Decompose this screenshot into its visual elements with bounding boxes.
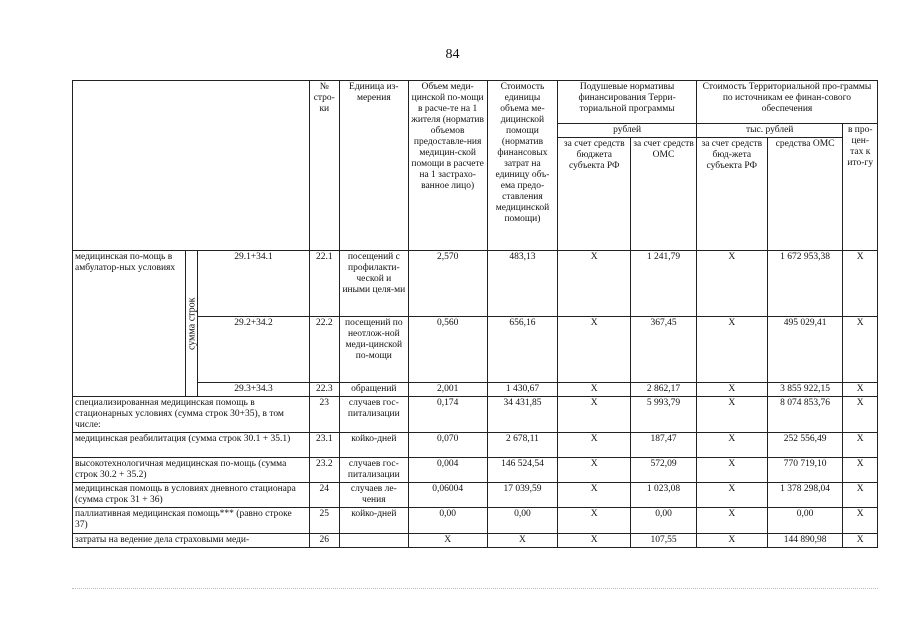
table-row	[73, 458, 878, 483]
table-row	[73, 483, 878, 508]
unit-cell: обращений	[339, 383, 408, 397]
budget-cell: X	[558, 483, 631, 508]
row-label: затраты на ведение дела страховыми меди-	[73, 534, 310, 548]
header-percapita: Подушевые нормативы финансирования Терри-ториальной программы	[558, 81, 697, 124]
header-percapita-unit: рублей	[558, 124, 697, 138]
prog-oms-cell: 495 029,41	[767, 317, 843, 383]
volume-cell: 2,001	[408, 383, 487, 397]
oms-cell: 107,55	[631, 534, 697, 548]
prog-budget-cell: X	[696, 483, 767, 508]
row-number: 22.2	[309, 317, 339, 383]
row-label: медицинская реабилитация (сумма строк 30.1 + 35.1)	[73, 433, 310, 458]
oms-cell: 187,47	[631, 433, 697, 458]
oms-cell: 5 993,79	[631, 397, 697, 433]
budget-cell: X	[558, 508, 631, 534]
prog-budget-cell: X	[696, 317, 767, 383]
budget-cell: X	[558, 383, 631, 397]
cost-cell: 656,16	[487, 317, 558, 383]
page-number: 84	[445, 47, 460, 62]
prog-oms-cell: 8 074 853,76	[767, 397, 843, 433]
volume-cell: 2,570	[408, 251, 487, 317]
percent-cell: X	[843, 317, 878, 383]
table-row	[73, 397, 878, 433]
percent-cell: X	[843, 508, 878, 534]
percent-cell: X	[843, 534, 878, 548]
ambulatory-label: медицинская по-мощь в амбулатор-ных условиях	[73, 251, 186, 397]
unit-cell: случаев гос-питализации	[339, 397, 408, 433]
row-number: 23	[309, 397, 339, 433]
oms-cell: 572,09	[631, 458, 697, 483]
header-prog-budget: за счет средств бюд-жета субъекта РФ	[696, 138, 767, 251]
source-rows: 29.3+34.3	[198, 383, 309, 397]
budget-cell: X	[558, 317, 631, 383]
cost-cell: 0,00	[487, 508, 558, 534]
table-row	[73, 534, 878, 548]
page-bottom-divider	[72, 588, 878, 590]
row-label: специализированная медицинская помощь в стационарных условиях (сумма строк 30+35), в том числе:	[73, 397, 310, 433]
unit-cell: посещений по неотлож-ной меди-цинской по-мощи	[339, 317, 408, 383]
norms-table	[72, 80, 878, 548]
table-row	[73, 251, 878, 317]
sum-rows-label: сумма строк	[186, 251, 198, 397]
unit-cell: случаев гос-питализации	[339, 458, 408, 483]
unit-cell: койко-дней	[339, 508, 408, 534]
prog-oms-cell: 1 672 953,38	[767, 251, 843, 317]
header-program-unit: тыс. рублей	[696, 124, 843, 138]
volume-cell: 0,06004	[408, 483, 487, 508]
unit-cell: посещений с профилакти-ческой и иными целя-ми	[339, 251, 408, 317]
percent-cell: X	[843, 433, 878, 458]
prog-budget-cell: X	[696, 383, 767, 397]
unit-cell	[339, 534, 408, 548]
row-number: 25	[309, 508, 339, 534]
cost-cell: 17 039,59	[487, 483, 558, 508]
cost-cell: 34 431,85	[487, 397, 558, 433]
row-number: 26	[309, 534, 339, 548]
cost-cell: 2 678,11	[487, 433, 558, 458]
volume-cell: 0,174	[408, 397, 487, 433]
prog-budget-cell: X	[696, 397, 767, 433]
prog-oms-cell: 252 556,49	[767, 433, 843, 458]
row-number: 24	[309, 483, 339, 508]
header-prog-oms: средства ОМС	[767, 138, 843, 251]
prog-budget-cell: X	[696, 508, 767, 534]
prog-budget-cell: X	[696, 458, 767, 483]
row-label: высокотехнологичная медицинская по-мощь (сумма строк 30.2 + 35.2)	[73, 458, 310, 483]
budget-cell: X	[558, 458, 631, 483]
prog-oms-cell: 1 378 298,04	[767, 483, 843, 508]
cost-cell: 146 524,54	[487, 458, 558, 483]
row-label: медицинская помощь в условиях дневного стационара (сумма строк 31 + 36)	[73, 483, 310, 508]
volume-cell: 0,560	[408, 317, 487, 383]
prog-oms-cell: 0,00	[767, 508, 843, 534]
source-rows: 29.2+34.2	[198, 317, 309, 383]
header-volume: Объем меди-цинской по-мощи в расче-те на 1 жителя (норматив объемов предоставле-ния медицин-ской помощи в расчете на 1 застрахо-ванное лицо)	[408, 81, 487, 251]
header-oms: за счет средств ОМС	[631, 138, 697, 251]
prog-budget-cell: X	[696, 433, 767, 458]
volume-cell: X	[408, 534, 487, 548]
header-unit: Единица из-мерения	[339, 81, 408, 251]
cost-cell: 483,13	[487, 251, 558, 317]
volume-cell: 0,004	[408, 458, 487, 483]
cost-cell: 1 430,67	[487, 383, 558, 397]
source-rows: 29.1+34.1	[198, 251, 309, 317]
row-number: 23.1	[309, 433, 339, 458]
prog-oms-cell: 3 855 922,15	[767, 383, 843, 397]
percent-cell: X	[843, 383, 878, 397]
budget-cell: X	[558, 433, 631, 458]
volume-cell: 0,00	[408, 508, 487, 534]
prog-oms-cell: 770 719,10	[767, 458, 843, 483]
volume-cell: 0,070	[408, 433, 487, 458]
percent-cell: X	[843, 483, 878, 508]
unit-cell: случаев ле-чения	[339, 483, 408, 508]
prog-budget-cell: X	[696, 251, 767, 317]
row-number: 23.2	[309, 458, 339, 483]
oms-cell: 0,00	[631, 508, 697, 534]
table-row	[73, 508, 878, 534]
oms-cell: 367,45	[631, 317, 697, 383]
budget-cell: X	[558, 534, 631, 548]
oms-cell: 2 862,17	[631, 383, 697, 397]
cost-cell: X	[487, 534, 558, 548]
budget-cell: X	[558, 251, 631, 317]
row-label: паллиативная медицинская помощь*** (равно строке 37)	[73, 508, 310, 534]
table-row	[73, 433, 878, 458]
prog-oms-cell: 144 890,98	[767, 534, 843, 548]
header-budget: за счет средств бюджета субъекта РФ	[558, 138, 631, 251]
header-row-number: № стро-ки	[309, 81, 339, 251]
header-row-1	[73, 81, 878, 124]
percent-cell: X	[843, 458, 878, 483]
header-percent: в про-цен-тах к ито-гу	[843, 124, 878, 251]
row-number: 22.3	[309, 383, 339, 397]
row-number: 22.1	[309, 251, 339, 317]
header-blank	[73, 81, 310, 251]
header-program-cost: Стоимость Территориальной про-граммы по источникам ее финан-сового обеспечения	[696, 81, 877, 124]
oms-cell: 1 241,79	[631, 251, 697, 317]
prog-budget-cell: X	[696, 534, 767, 548]
unit-cell: койко-дней	[339, 433, 408, 458]
budget-cell: X	[558, 397, 631, 433]
percent-cell: X	[843, 397, 878, 433]
percent-cell: X	[843, 251, 878, 317]
oms-cell: 1 023,08	[631, 483, 697, 508]
header-cost: Стоимость единицы объема ме-дицинской помощи (норматив финансовых затрат на единицу объ-ема предо-ставления медицинской помощи)	[487, 81, 558, 251]
